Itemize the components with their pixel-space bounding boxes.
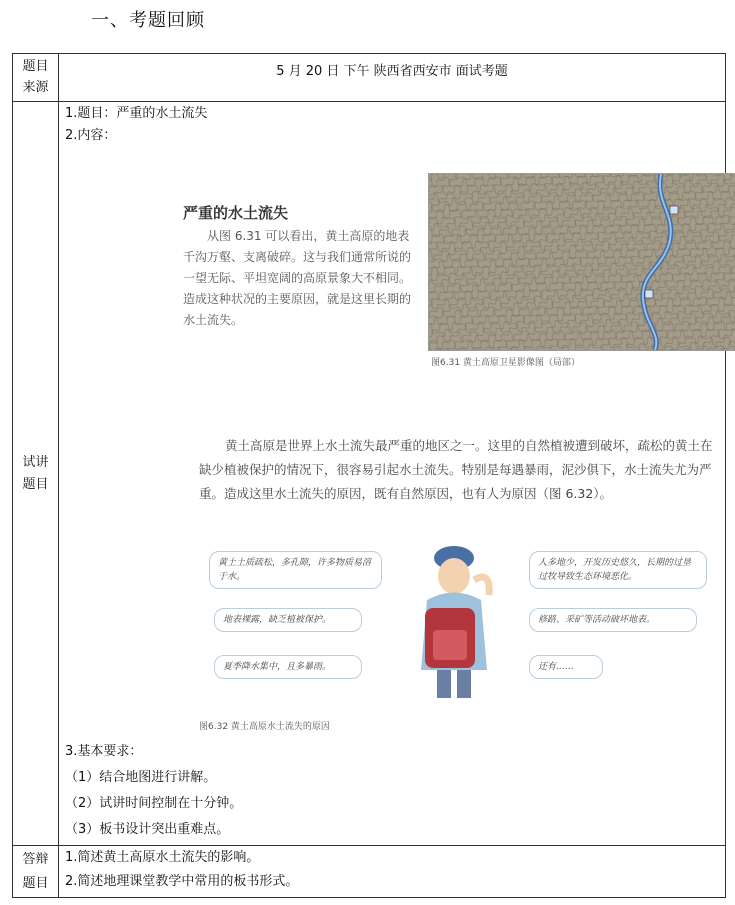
- source-value-cell: [59, 54, 726, 102]
- cause-bubble-right-2: 修路、采矿等活动破坏地表。: [529, 608, 697, 632]
- defense-content-cell: [59, 846, 726, 898]
- topic-line: 1.题目：严重的水土流失: [65, 106, 208, 121]
- source-label: 题目来源: [22, 59, 49, 95]
- source-label-cell: [13, 54, 59, 102]
- defense-question: 2.简述地理课堂教学中常用的板书形式。: [65, 874, 299, 889]
- figure-caption-2: 图6.32 黄土高原水土流失的原因: [199, 722, 330, 732]
- source-value: 5 月 20 日 下午 陕西省西安市 面试考题: [276, 64, 508, 79]
- requirements-title: 3.基本要求：: [65, 744, 143, 759]
- section-heading: 一、考题回顾: [91, 10, 205, 31]
- defense-label: 答辩题目: [22, 852, 49, 891]
- cause-bubble-right-1: 人多地少，开发历史悠久，长期的过垦过牧导致生态环境恶化。: [529, 551, 707, 589]
- satellite-image: [428, 173, 735, 351]
- trial-content-cell: [59, 102, 726, 846]
- textbook-paragraph-1: 从图 6.31 可以看出，黄土高原的地表千沟万壑、支离破碎。这与我们通常所说的一望无际、平坦宽阔的高原景象大不相同。造成这种状况的主要原因，就是这里长期的水土流失。: [183, 229, 412, 327]
- trial-label: 试讲题目: [22, 454, 49, 492]
- defense-label-cell: [13, 846, 59, 898]
- textbook-paragraph-2: 黄土高原是世界上水土流失最严重的地区之一。这里的自然植被遭到破坏，疏松的黄土在缺少植被保护的情况下，很容易引起水土流失。特别是每遇暴雨，泥沙俱下，水土流失尤为严重。造成这里水土流失的原因，既有自然原因，也有人为原因（图 6.32）。: [199, 438, 713, 501]
- cause-bubble-left-1: 黄土土质疏松，多孔隙，许多物质易溶于水。: [209, 551, 382, 589]
- requirement-item: （3）板书设计突出重难点。: [65, 822, 230, 837]
- content-line: 2.内容：: [65, 128, 117, 143]
- trial-content: [59, 102, 725, 845]
- requirement-item: （1）结合地图进行讲解。: [65, 770, 217, 785]
- textbook-title: 严重的水土流失: [183, 204, 289, 222]
- trial-label-cell: [13, 102, 59, 846]
- defense-question: 1.简述黄土高原水土流失的影响。: [65, 850, 260, 865]
- figure-caption-1: 图6.31 黄土高原卫星影像图（局部）: [431, 358, 580, 368]
- cause-bubble-left-3: 夏季降水集中，且多暴雨。: [214, 655, 362, 679]
- requirement-item: （2）试讲时间控制在十分钟。: [65, 796, 243, 811]
- requirements-block: [65, 739, 242, 843]
- exam-table: [12, 53, 726, 898]
- satellite-terrain-graphic: [429, 174, 735, 350]
- cause-bubble-left-2: 地表裸露，缺乏植被保护。: [214, 608, 362, 632]
- student-illustration: [399, 540, 509, 700]
- cause-bubble-right-3: 还有……: [529, 655, 603, 679]
